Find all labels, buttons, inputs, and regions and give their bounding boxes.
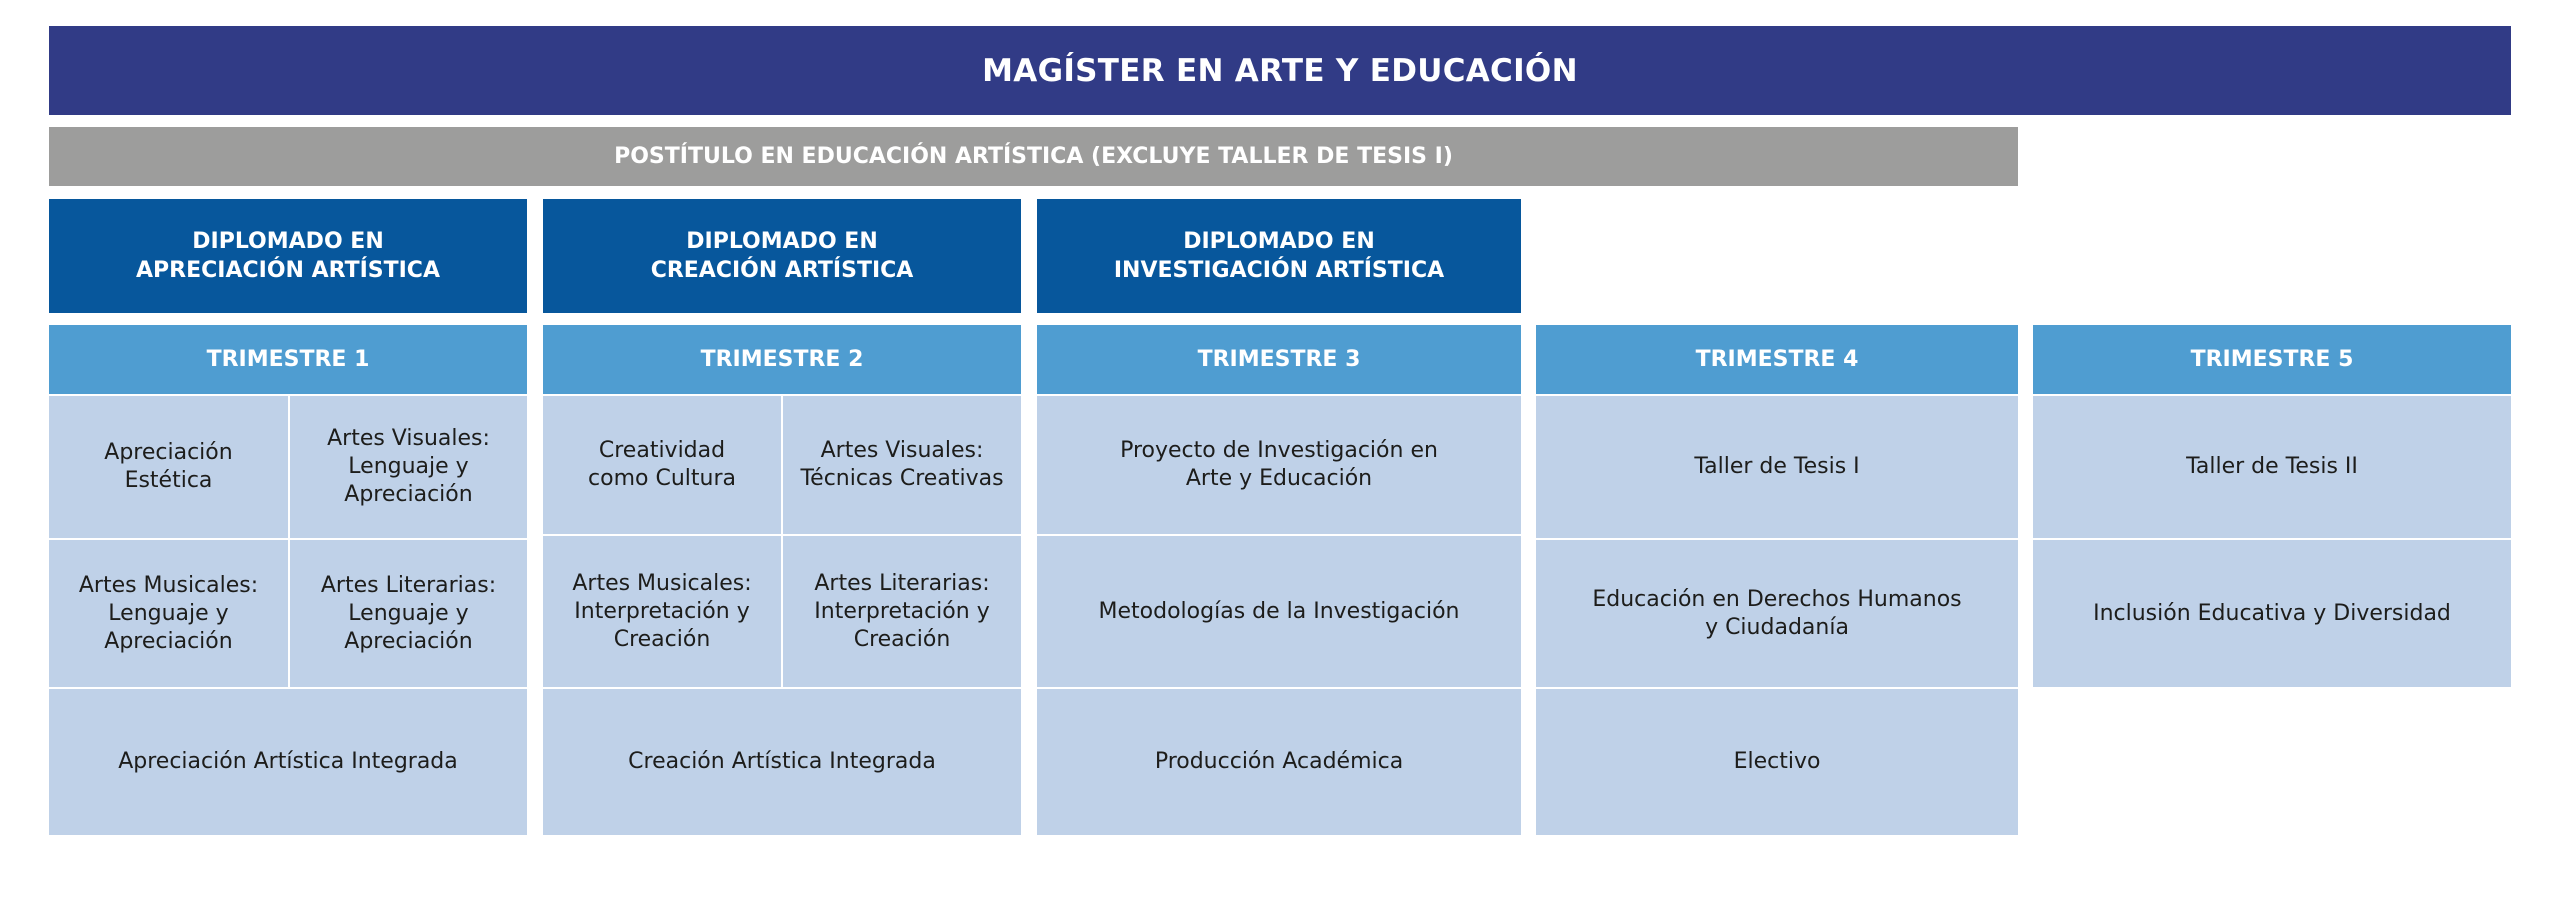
course-artes-visuales-lenguaje: Artes Visuales: Lenguaje y Apreciación bbox=[290, 396, 527, 538]
trimestre-5-header: TRIMESTRE 5 bbox=[2033, 325, 2511, 394]
course-inclusion-educativa: Inclusión Educativa y Diversidad bbox=[2033, 540, 2511, 687]
course-taller-tesis-2: Taller de Tesis II bbox=[2033, 396, 2511, 538]
course-artes-visuales-tecnicas: Artes Visuales: Técnicas Creativas bbox=[783, 396, 1021, 534]
trimestre-2-header: TRIMESTRE 2 bbox=[543, 325, 1021, 394]
course-artes-musicales-lenguaje: Artes Musicales: Lenguaje y Apreciación bbox=[49, 540, 288, 687]
course-creatividad-cultura: Creatividad como Cultura bbox=[543, 396, 781, 534]
course-metodologias: Metodologías de la Investigación bbox=[1037, 536, 1521, 687]
course-artes-literarias-lenguaje: Artes Literarias: Lenguaje y Apreciación bbox=[290, 540, 527, 687]
course-derechos-humanos: Educación en Derechos Humanos y Ciudadanía bbox=[1536, 540, 2018, 687]
course-proyecto-investigacion: Proyecto de Investigación en Arte y Educación bbox=[1037, 396, 1521, 534]
trimestre-3-header: TRIMESTRE 3 bbox=[1037, 325, 1521, 394]
course-taller-tesis-1: Taller de Tesis I bbox=[1536, 396, 2018, 538]
program-title: MAGÍSTER EN ARTE Y EDUCACIÓN bbox=[49, 26, 2511, 115]
course-apreciacion-estetica: Apreciación Estética bbox=[49, 396, 288, 538]
diplomado-investigacion: DIPLOMADO EN INVESTIGACIÓN ARTÍSTICA bbox=[1037, 199, 1521, 313]
trimestre-4-header: TRIMESTRE 4 bbox=[1536, 325, 2018, 394]
diplomado-creacion: DIPLOMADO EN CREACIÓN ARTÍSTICA bbox=[543, 199, 1021, 313]
postitulo-banner: POSTÍTULO EN EDUCACIÓN ARTÍSTICA (EXCLUYE TALLER DE TESIS I) bbox=[49, 127, 2018, 186]
course-electivo: Electivo bbox=[1536, 689, 2018, 835]
diplomado-apreciacion: DIPLOMADO EN APRECIACIÓN ARTÍSTICA bbox=[49, 199, 527, 313]
course-produccion-academica: Producción Académica bbox=[1037, 689, 1521, 835]
course-creacion-integrada: Creación Artística Integrada bbox=[543, 689, 1021, 835]
course-apreciacion-integrada: Apreciación Artística Integrada bbox=[49, 689, 527, 835]
course-artes-musicales-interpretacion: Artes Musicales: Interpretación y Creación bbox=[543, 536, 781, 687]
trimestre-1-header: TRIMESTRE 1 bbox=[49, 325, 527, 394]
course-artes-literarias-interpretacion: Artes Literarias: Interpretación y Creación bbox=[783, 536, 1021, 687]
